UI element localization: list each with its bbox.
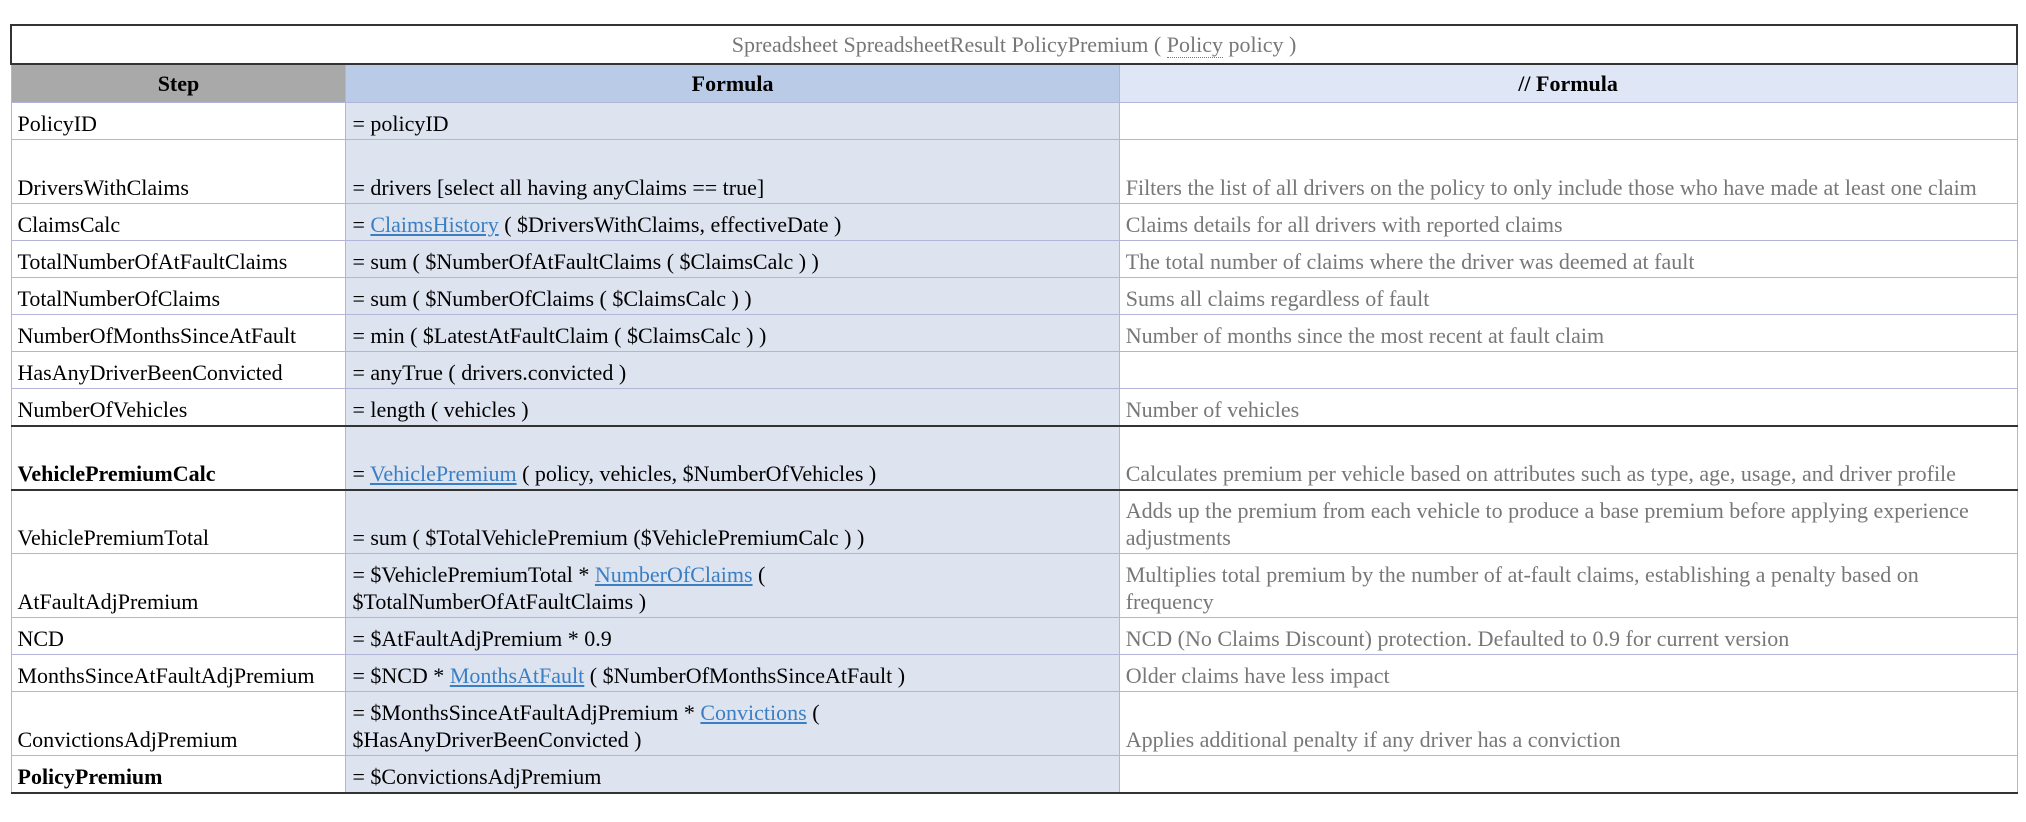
table-row [11, 389, 2017, 426]
comment-cell[interactable]: Sums all claims regardless of fault [1119, 278, 2017, 315]
comment-cell[interactable] [1119, 756, 2017, 793]
table-row [11, 692, 2017, 756]
step-cell[interactable]: NCD [11, 618, 346, 655]
comment-cell[interactable]: Filters the list of all drivers on the policy to only include those who have made at least one claim [1119, 140, 2017, 204]
comment-cell[interactable] [1119, 352, 2017, 389]
formula-text: = [352, 460, 370, 486]
header-formula: Formula [346, 64, 1119, 103]
spreadsheet-title [11, 25, 2017, 64]
table-row [11, 278, 2017, 315]
comment-cell[interactable]: Multiplies total premium by the number of at-fault claims, establishing a penalty based on frequency [1119, 554, 2017, 618]
step-cell[interactable]: ClaimsCalc [11, 204, 346, 241]
step-cell[interactable]: AtFaultAdjPremium [11, 554, 346, 618]
formula-text: ( $NumberOfMonthsSinceAtFault ) [584, 663, 906, 688]
comment-cell[interactable]: Applies additional penalty if any driver has a conviction [1119, 692, 2017, 756]
table-row [11, 140, 2017, 204]
vehicle-premium-link[interactable]: VehiclePremium [369, 460, 517, 486]
formula-cell[interactable] [346, 490, 1119, 554]
table-title-row [11, 25, 2017, 64]
formula-cell[interactable] [346, 140, 1119, 204]
formula-cell[interactable] [346, 352, 1119, 389]
formula-text: = $AtFaultAdjPremium * 0.9 [352, 626, 612, 651]
formula-text: = sum ( $TotalVehiclePremium ($VehiclePremiumCalc ) ) [352, 525, 865, 550]
formula-cell[interactable] [346, 315, 1119, 352]
table-row [11, 554, 2017, 618]
table-row [11, 204, 2017, 241]
formula-text: = policyID [352, 111, 449, 136]
formula-cell[interactable] [346, 389, 1119, 426]
step-cell[interactable]: NumberOfMonthsSinceAtFault [11, 315, 346, 352]
step-cell[interactable]: TotalNumberOfAtFaultClaims [11, 241, 346, 278]
table-row [11, 655, 2017, 692]
table-row [11, 241, 2017, 278]
comment-cell[interactable]: Number of vehicles [1119, 389, 2017, 426]
formula-text: ( policy, vehicles, $NumberOfVehicles ) [516, 460, 877, 486]
formula-text: = $NCD * [352, 663, 450, 688]
formula-text: = anyTrue ( drivers.convicted ) [352, 360, 627, 385]
formula-text: ( [752, 562, 766, 587]
step-cell[interactable]: DriversWithClaims [11, 140, 346, 204]
step-cell[interactable]: VehiclePremiumTotal [11, 490, 346, 554]
step-cell[interactable]: MonthsSinceAtFaultAdjPremium [11, 655, 346, 692]
step-cell[interactable]: HasAnyDriverBeenConvicted [11, 352, 346, 389]
formula-cell[interactable] [346, 756, 1119, 793]
header-step: Step [11, 64, 346, 103]
table-row [11, 315, 2017, 352]
table-row [11, 352, 2017, 389]
formula-text: = sum ( $NumberOfAtFaultClaims ( $ClaimsCalc ) ) [352, 249, 819, 274]
spreadsheet-table [10, 24, 2018, 794]
formula-cell[interactable] [346, 426, 1119, 490]
formula-cell[interactable] [346, 554, 1119, 618]
comment-cell[interactable]: Older claims have less impact [1119, 655, 2017, 692]
formula-cell[interactable] [346, 692, 1119, 756]
formula-cell[interactable] [346, 655, 1119, 692]
claims-history-link[interactable]: ClaimsHistory [370, 212, 499, 237]
formula-text: = sum ( $NumberOfClaims ( $ClaimsCalc ) ) [352, 286, 752, 311]
formula-text: = min ( $LatestAtFaultClaim ( $ClaimsCalc ) ) [352, 323, 767, 348]
convictions-link[interactable]: Convictions [700, 700, 807, 725]
formula-cell[interactable] [346, 618, 1119, 655]
table-row [11, 756, 2017, 793]
formula-text: ( $DriversWithClaims, effectiveDate ) [498, 212, 842, 237]
step-cell[interactable]: VehiclePremiumCalc [11, 426, 346, 490]
step-cell[interactable]: NumberOfVehicles [11, 389, 346, 426]
title-prefix: Spreadsheet SpreadsheetResult PolicyPremium ( [731, 32, 1162, 57]
number-of-claims-link[interactable]: NumberOfClaims [594, 562, 753, 587]
formula-cell[interactable] [346, 241, 1119, 278]
formula-text: = $MonthsSinceAtFaultAdjPremium * [352, 700, 701, 725]
header-row [11, 64, 2017, 103]
formula-text: = $VehiclePremiumTotal * [352, 562, 595, 587]
comment-cell[interactable] [1119, 103, 2017, 140]
formula-text: = $ConvictionsAdjPremium [352, 763, 602, 789]
comment-cell[interactable]: Calculates premium per vehicle based on attributes such as type, age, usage, and driver profile [1119, 426, 2017, 490]
step-cell[interactable]: PolicyPremium [11, 756, 346, 793]
comment-cell[interactable]: NCD (No Claims Discount) protection. Defaulted to 0.9 for current version [1119, 618, 2017, 655]
param-type[interactable]: Policy [1166, 32, 1223, 57]
formula-cell[interactable] [346, 278, 1119, 315]
table-row [11, 426, 2017, 490]
step-cell[interactable]: TotalNumberOfClaims [11, 278, 346, 315]
formula-text: = drivers [select all having anyClaims == true] [352, 175, 765, 200]
comment-cell[interactable]: The total number of claims where the driver was deemed at fault [1119, 241, 2017, 278]
comment-cell[interactable]: Number of months since the most recent at fault claim [1119, 315, 2017, 352]
formula-text: = [352, 212, 371, 237]
title-param-rest: policy ) [1228, 32, 1297, 57]
step-cell[interactable]: PolicyID [11, 103, 346, 140]
formula-text: $HasAnyDriverBeenConvicted ) [352, 727, 642, 752]
months-at-fault-link[interactable]: MonthsAtFault [449, 663, 585, 688]
formula-text: = length ( vehicles ) [352, 396, 529, 422]
formula-text: $TotalNumberOfAtFaultClaims ) [352, 589, 647, 614]
step-cell[interactable]: ConvictionsAdjPremium [11, 692, 346, 756]
table-row [11, 103, 2017, 140]
comment-cell[interactable]: Adds up the premium from each vehicle to produce a base premium before applying experience adjustments [1119, 490, 2017, 554]
table-row [11, 490, 2017, 554]
comment-cell[interactable]: Claims details for all drivers with reported claims [1119, 204, 2017, 241]
header-comment: // Formula [1119, 64, 2017, 103]
formula-cell[interactable] [346, 103, 1119, 140]
formula-text: ( [806, 700, 820, 725]
table-row [11, 618, 2017, 655]
formula-cell[interactable] [346, 204, 1119, 241]
